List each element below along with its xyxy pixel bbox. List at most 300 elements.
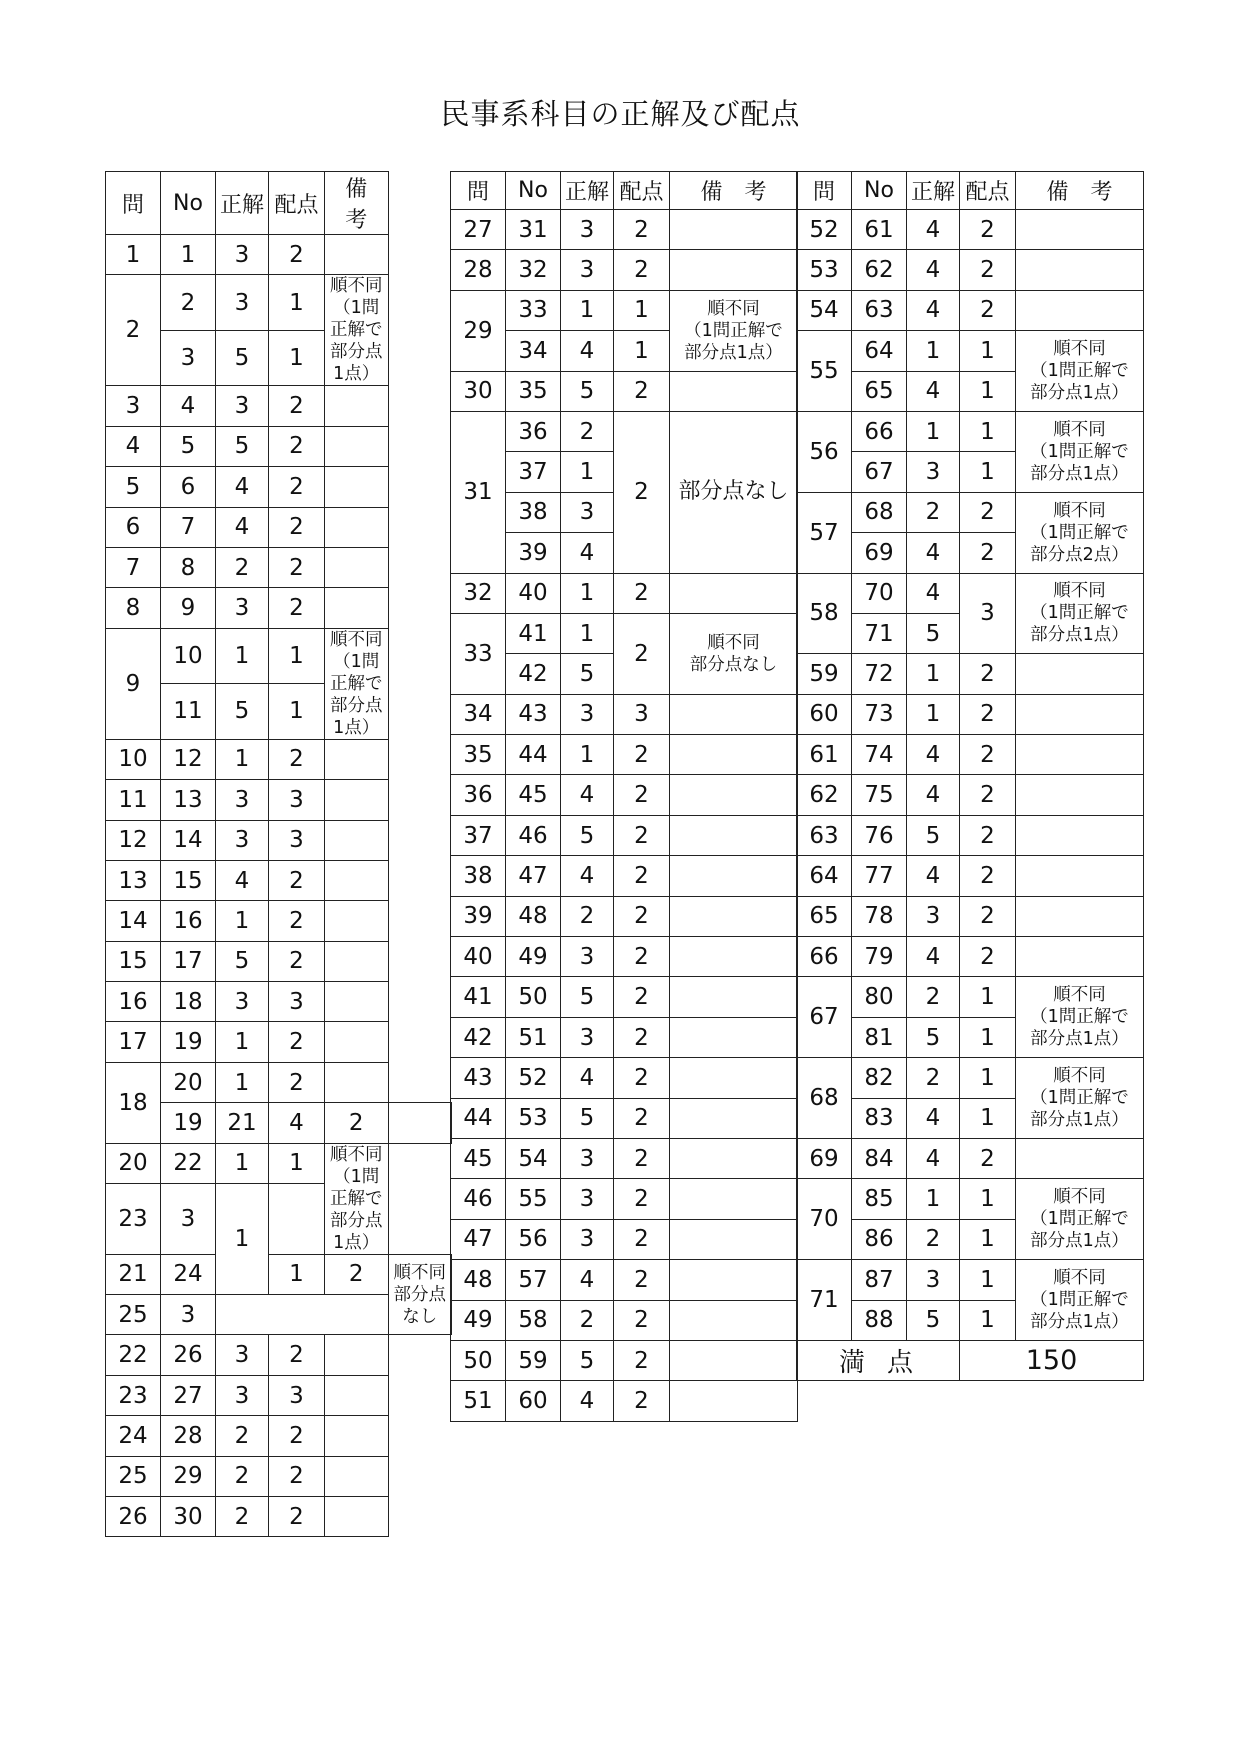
table-row bbox=[106, 901, 452, 941]
points: 2 bbox=[614, 1260, 670, 1300]
item-number: 67 bbox=[852, 452, 907, 492]
item-number: 14 bbox=[161, 820, 216, 860]
points: 2 bbox=[614, 1340, 670, 1380]
item-number: 31 bbox=[506, 210, 561, 250]
item-number: 42 bbox=[506, 654, 561, 694]
item-number: 71 bbox=[852, 613, 907, 653]
question-number: 70 bbox=[797, 1179, 852, 1260]
table-row bbox=[797, 775, 1144, 815]
remark-empty bbox=[325, 1456, 389, 1496]
question-number: 62 bbox=[797, 775, 852, 815]
remark-empty bbox=[388, 1103, 452, 1143]
question-number: 25 bbox=[106, 1456, 161, 1496]
points: 2 bbox=[960, 694, 1016, 734]
remark-empty bbox=[1016, 654, 1144, 694]
table-row bbox=[106, 860, 452, 900]
table-row bbox=[797, 815, 1144, 855]
points: 3 bbox=[269, 780, 325, 820]
item-number: 57 bbox=[506, 1260, 561, 1300]
remark-empty bbox=[325, 1416, 389, 1456]
header-q: 問 bbox=[797, 172, 852, 210]
points: 2 bbox=[269, 1456, 325, 1496]
remark-empty bbox=[670, 856, 798, 896]
remark-empty bbox=[325, 860, 389, 900]
points: 1 bbox=[960, 1017, 1016, 1057]
question-number: 35 bbox=[451, 735, 506, 775]
points: 2 bbox=[269, 860, 325, 900]
remark-empty bbox=[325, 901, 389, 941]
question-number: 37 bbox=[451, 815, 506, 855]
item-number: 72 bbox=[852, 654, 907, 694]
question-number: 59 bbox=[797, 654, 852, 694]
points: 1 bbox=[960, 977, 1016, 1017]
item-number: 61 bbox=[852, 210, 907, 250]
correct-answer: 4 bbox=[907, 735, 960, 775]
remark-empty bbox=[325, 507, 389, 547]
item-number: 17 bbox=[161, 941, 216, 981]
correct-answer: 3 bbox=[561, 250, 614, 290]
points: 2 bbox=[269, 901, 325, 941]
correct-answer: 5 bbox=[561, 371, 614, 411]
table-row bbox=[797, 250, 1144, 290]
correct-answer: 3 bbox=[216, 386, 269, 426]
remark-note: 順不同 （1問正解で 部分点1点） bbox=[1016, 411, 1144, 492]
question-number: 69 bbox=[797, 1138, 852, 1178]
points: 2 bbox=[614, 1058, 670, 1098]
remark-empty bbox=[670, 250, 798, 290]
question-number: 19 bbox=[161, 1103, 216, 1143]
points: 2 bbox=[614, 371, 670, 411]
item-number: 79 bbox=[852, 937, 907, 977]
item-number: 38 bbox=[506, 492, 561, 532]
correct-answer: 1 bbox=[907, 694, 960, 734]
correct-answer: 3 bbox=[907, 1260, 960, 1300]
correct-answer: 4 bbox=[561, 775, 614, 815]
correct-answer: 1 bbox=[907, 654, 960, 694]
table-row bbox=[797, 1179, 1144, 1219]
table-row bbox=[451, 1058, 798, 1098]
item-number: 40 bbox=[506, 573, 561, 613]
points: 2 bbox=[960, 1138, 1016, 1178]
remark-empty bbox=[1016, 290, 1144, 330]
header-q: 問 bbox=[106, 172, 161, 235]
item-number: 33 bbox=[506, 290, 561, 330]
item-number: 63 bbox=[852, 290, 907, 330]
table-row bbox=[797, 856, 1144, 896]
question-number: 45 bbox=[451, 1138, 506, 1178]
page-title: 民事系科目の正解及び配点 bbox=[440, 97, 801, 131]
item-number: 87 bbox=[852, 1260, 907, 1300]
correct-answer: 2 bbox=[216, 547, 269, 587]
points: 2 bbox=[960, 775, 1016, 815]
points: 2 bbox=[960, 654, 1016, 694]
correct-answer: 4 bbox=[907, 1098, 960, 1138]
question-number: 40 bbox=[451, 937, 506, 977]
points: 1 bbox=[269, 628, 325, 684]
correct-answer: 1 bbox=[216, 1062, 269, 1102]
points: 2 bbox=[614, 1381, 670, 1421]
table-row bbox=[451, 1260, 798, 1300]
header-answer: 正解 bbox=[561, 172, 614, 210]
correct-answer: 4 bbox=[216, 467, 269, 507]
correct-answer: 3 bbox=[216, 982, 269, 1022]
item-number: 36 bbox=[506, 411, 561, 451]
table-row bbox=[451, 1138, 798, 1178]
item-number: 62 bbox=[852, 250, 907, 290]
remark-empty bbox=[670, 1098, 798, 1138]
question-number: 49 bbox=[451, 1300, 506, 1340]
question-number: 12 bbox=[106, 820, 161, 860]
item-number: 74 bbox=[852, 735, 907, 775]
correct-answer: 5 bbox=[216, 684, 269, 740]
table-row bbox=[106, 739, 452, 779]
item-number: 60 bbox=[506, 1381, 561, 1421]
remark-empty bbox=[670, 1058, 798, 1098]
item-number: 30 bbox=[161, 1496, 216, 1536]
header-no: No bbox=[161, 172, 216, 235]
question-number: 31 bbox=[451, 411, 506, 573]
question-number: 33 bbox=[451, 613, 506, 694]
header-row bbox=[797, 172, 1144, 210]
question-number: 5 bbox=[106, 467, 161, 507]
correct-answer: 3 bbox=[907, 896, 960, 936]
correct-answer: 5 bbox=[216, 426, 269, 466]
correct-answer: 5 bbox=[907, 1300, 960, 1340]
question-number: 53 bbox=[797, 250, 852, 290]
remark-empty bbox=[325, 739, 389, 779]
remark-empty bbox=[325, 386, 389, 426]
remark-empty bbox=[670, 210, 798, 250]
correct-answer: 2 bbox=[561, 411, 614, 451]
item-number: 88 bbox=[852, 1300, 907, 1340]
item-number: 85 bbox=[852, 1179, 907, 1219]
correct-answer: 2 bbox=[907, 1058, 960, 1098]
points: 2 bbox=[614, 210, 670, 250]
remark-empty bbox=[1016, 815, 1144, 855]
remark-empty bbox=[325, 1496, 389, 1536]
item-number: 65 bbox=[852, 371, 907, 411]
item-number: 19 bbox=[161, 1022, 216, 1062]
table-row bbox=[106, 1143, 452, 1183]
table-row bbox=[451, 1098, 798, 1138]
remark-empty bbox=[670, 371, 798, 411]
remark-empty bbox=[1016, 775, 1144, 815]
item-number: 7 bbox=[161, 507, 216, 547]
correct-answer: 3 bbox=[216, 820, 269, 860]
remark-empty bbox=[670, 1219, 798, 1259]
item-number: 55 bbox=[506, 1179, 561, 1219]
points: 2 bbox=[960, 735, 1016, 775]
item-number: 81 bbox=[852, 1017, 907, 1057]
table-row bbox=[106, 235, 452, 275]
correct-answer: 3 bbox=[216, 1335, 269, 1375]
table-row bbox=[106, 386, 452, 426]
correct-answer: 4 bbox=[561, 1058, 614, 1098]
table-row bbox=[797, 331, 1144, 371]
points: 3 bbox=[269, 820, 325, 860]
total-label: 満点 bbox=[797, 1340, 960, 1380]
item-number: 84 bbox=[852, 1138, 907, 1178]
question-number: 4 bbox=[106, 426, 161, 466]
item-number: 10 bbox=[161, 628, 216, 684]
remark-empty bbox=[325, 1062, 389, 1102]
correct-answer: 1 bbox=[907, 331, 960, 371]
item-number: 49 bbox=[506, 937, 561, 977]
correct-answer: 4 bbox=[216, 860, 269, 900]
points: 2 bbox=[269, 507, 325, 547]
item-number: 51 bbox=[506, 1017, 561, 1057]
item-number: 35 bbox=[506, 371, 561, 411]
correct-answer: 4 bbox=[561, 856, 614, 896]
points: 2 bbox=[614, 1098, 670, 1138]
points: 2 bbox=[269, 588, 325, 628]
table-row bbox=[106, 1416, 452, 1456]
question-number: 26 bbox=[106, 1496, 161, 1536]
correct-answer: 4 bbox=[907, 210, 960, 250]
remark-empty bbox=[670, 896, 798, 936]
item-number: 37 bbox=[506, 452, 561, 492]
item-number: 15 bbox=[161, 860, 216, 900]
item-number: 76 bbox=[852, 815, 907, 855]
correct-answer: 5 bbox=[907, 613, 960, 653]
question-number: 39 bbox=[451, 896, 506, 936]
points: 1 bbox=[614, 290, 670, 330]
remark-note: 順不同 （1問正解で 部分点1点） bbox=[1016, 1179, 1144, 1260]
item-number: 83 bbox=[852, 1098, 907, 1138]
remark-empty bbox=[325, 1335, 389, 1375]
question-number: 2 bbox=[106, 275, 161, 386]
remark-empty bbox=[670, 775, 798, 815]
points: 2 bbox=[614, 1300, 670, 1340]
remark-empty bbox=[670, 1340, 798, 1380]
header-points: 配点 bbox=[614, 172, 670, 210]
table-row bbox=[797, 694, 1144, 734]
question-number: 63 bbox=[797, 815, 852, 855]
points: 2 bbox=[614, 250, 670, 290]
question-number: 65 bbox=[797, 896, 852, 936]
table-row bbox=[106, 1184, 452, 1255]
correct-answer: 1 bbox=[216, 1143, 269, 1183]
question-number: 20 bbox=[106, 1143, 161, 1183]
table-row bbox=[106, 780, 452, 820]
remark-note: 順不同 部分点なし bbox=[388, 1254, 452, 1335]
points: 1 bbox=[216, 1184, 269, 1295]
table-row bbox=[451, 735, 798, 775]
question-number: 57 bbox=[797, 492, 852, 573]
question-number: 16 bbox=[106, 982, 161, 1022]
item-number: 53 bbox=[506, 1098, 561, 1138]
points: 1 bbox=[960, 452, 1016, 492]
item-number: 48 bbox=[506, 896, 561, 936]
question-number: 50 bbox=[451, 1340, 506, 1380]
item-number: 12 bbox=[161, 739, 216, 779]
remark-empty bbox=[670, 735, 798, 775]
remark-note: 順不同 （1問正解で 部分点1点） bbox=[325, 628, 389, 739]
item-number: 16 bbox=[161, 901, 216, 941]
correct-answer: 4 bbox=[907, 250, 960, 290]
table-row bbox=[451, 856, 798, 896]
points: 2 bbox=[960, 815, 1016, 855]
item-number: 32 bbox=[506, 250, 561, 290]
table-row bbox=[106, 588, 452, 628]
total-value: 150 bbox=[960, 1340, 1144, 1380]
correct-answer: 3 bbox=[561, 1179, 614, 1219]
remark-empty bbox=[670, 1017, 798, 1057]
table-row bbox=[106, 1456, 452, 1496]
item-number: 50 bbox=[506, 977, 561, 1017]
correct-answer: 3 bbox=[561, 1219, 614, 1259]
item-number: 41 bbox=[506, 613, 561, 653]
item-number: 23 bbox=[106, 1184, 161, 1255]
remark-note: 順不同 （1問正解で 部分点1点） bbox=[1016, 1058, 1144, 1139]
table-row bbox=[451, 1340, 798, 1380]
question-number: 60 bbox=[797, 694, 852, 734]
item-number: 66 bbox=[852, 411, 907, 451]
points: 2 bbox=[269, 386, 325, 426]
points: 2 bbox=[269, 1022, 325, 1062]
item-number: 77 bbox=[852, 856, 907, 896]
item-number: 13 bbox=[161, 780, 216, 820]
item-number: 69 bbox=[852, 533, 907, 573]
points: 1 bbox=[960, 1300, 1016, 1340]
correct-answer: 3 bbox=[561, 210, 614, 250]
question-number: 6 bbox=[106, 507, 161, 547]
item-number: 44 bbox=[506, 735, 561, 775]
item-number: 8 bbox=[161, 547, 216, 587]
question-number: 10 bbox=[106, 739, 161, 779]
item-number: 22 bbox=[161, 1143, 216, 1183]
points: 2 bbox=[614, 896, 670, 936]
remark-empty bbox=[670, 1138, 798, 1178]
table-row bbox=[797, 735, 1144, 775]
correct-answer: 3 bbox=[216, 588, 269, 628]
item-number: 43 bbox=[506, 694, 561, 734]
table-row bbox=[797, 1058, 1144, 1098]
remark-empty bbox=[1016, 735, 1144, 775]
table-row bbox=[451, 815, 798, 855]
correct-answer: 3 bbox=[561, 492, 614, 532]
table-row bbox=[797, 492, 1144, 532]
question-number: 9 bbox=[106, 628, 161, 739]
points: 2 bbox=[614, 1179, 670, 1219]
table-row bbox=[451, 371, 798, 411]
points: 2 bbox=[960, 250, 1016, 290]
item-number: 28 bbox=[161, 1416, 216, 1456]
question-number: 71 bbox=[797, 1260, 852, 1341]
question-number: 41 bbox=[451, 977, 506, 1017]
points: 2 bbox=[614, 411, 670, 573]
table-row bbox=[106, 941, 452, 981]
item-number: 45 bbox=[506, 775, 561, 815]
correct-answer: 4 bbox=[561, 331, 614, 371]
question-number: 66 bbox=[797, 937, 852, 977]
correct-answer: 2 bbox=[561, 1300, 614, 1340]
correct-answer: 1 bbox=[561, 613, 614, 653]
remark-empty bbox=[1016, 937, 1144, 977]
table-row bbox=[797, 654, 1144, 694]
question-number: 54 bbox=[797, 290, 852, 330]
remark-empty bbox=[1016, 856, 1144, 896]
points: 2 bbox=[960, 896, 1016, 936]
points: 1 bbox=[960, 371, 1016, 411]
table-row bbox=[451, 977, 798, 1017]
question-number: 7 bbox=[106, 547, 161, 587]
points: 1 bbox=[960, 1260, 1016, 1300]
item-number: 4 bbox=[161, 386, 216, 426]
table-row bbox=[451, 573, 798, 613]
points: 3 bbox=[269, 1375, 325, 1415]
question-number: 22 bbox=[106, 1335, 161, 1375]
header-q: 問 bbox=[451, 172, 506, 210]
question-number: 51 bbox=[451, 1381, 506, 1421]
points: 3 bbox=[960, 573, 1016, 654]
question-number: 67 bbox=[797, 977, 852, 1058]
item-number: 39 bbox=[506, 533, 561, 573]
correct-answer: 4 bbox=[907, 856, 960, 896]
remark-empty bbox=[670, 977, 798, 1017]
correct-answer: 4 bbox=[907, 775, 960, 815]
item-number: 75 bbox=[852, 775, 907, 815]
item-number: 70 bbox=[852, 573, 907, 613]
table-row bbox=[451, 775, 798, 815]
correct-answer: 2 bbox=[907, 1219, 960, 1259]
points: 2 bbox=[325, 1254, 389, 1294]
question-number: 68 bbox=[797, 1058, 852, 1139]
points: 2 bbox=[614, 1219, 670, 1259]
points: 2 bbox=[614, 573, 670, 613]
correct-answer: 4 bbox=[269, 1103, 325, 1143]
points: 2 bbox=[269, 426, 325, 466]
table-row bbox=[797, 1260, 1144, 1300]
correct-answer: 1 bbox=[216, 628, 269, 684]
correct-answer: 4 bbox=[907, 573, 960, 613]
total-row bbox=[797, 1340, 1144, 1380]
header-row bbox=[106, 172, 452, 235]
correct-answer: 4 bbox=[561, 1381, 614, 1421]
item-number: 3 bbox=[161, 330, 216, 386]
table-row bbox=[106, 1022, 452, 1062]
points: 2 bbox=[614, 1138, 670, 1178]
remark-empty bbox=[670, 573, 798, 613]
correct-answer: 5 bbox=[216, 330, 269, 386]
correct-answer: 5 bbox=[561, 977, 614, 1017]
question-number: 36 bbox=[451, 775, 506, 815]
points: 2 bbox=[614, 937, 670, 977]
correct-answer: 5 bbox=[561, 654, 614, 694]
correct-answer: 3 bbox=[561, 937, 614, 977]
points: 2 bbox=[269, 1335, 325, 1375]
question-number: 17 bbox=[106, 1022, 161, 1062]
question-number: 55 bbox=[797, 331, 852, 412]
table-row bbox=[451, 694, 798, 734]
points: 2 bbox=[614, 775, 670, 815]
points: 1 bbox=[960, 1219, 1016, 1259]
points: 2 bbox=[960, 492, 1016, 532]
table-row bbox=[797, 977, 1144, 1017]
question-number: 3 bbox=[106, 386, 161, 426]
remark-empty bbox=[670, 937, 798, 977]
points: 1 bbox=[960, 411, 1016, 451]
points: 2 bbox=[269, 1496, 325, 1536]
remark-empty bbox=[1016, 250, 1144, 290]
item-number: 9 bbox=[161, 588, 216, 628]
item-number: 24 bbox=[161, 1254, 216, 1294]
correct-answer: 3 bbox=[907, 452, 960, 492]
correct-answer: 3 bbox=[216, 780, 269, 820]
table-row bbox=[451, 411, 798, 451]
points: 1 bbox=[614, 331, 670, 371]
correct-answer: 1 bbox=[561, 573, 614, 613]
